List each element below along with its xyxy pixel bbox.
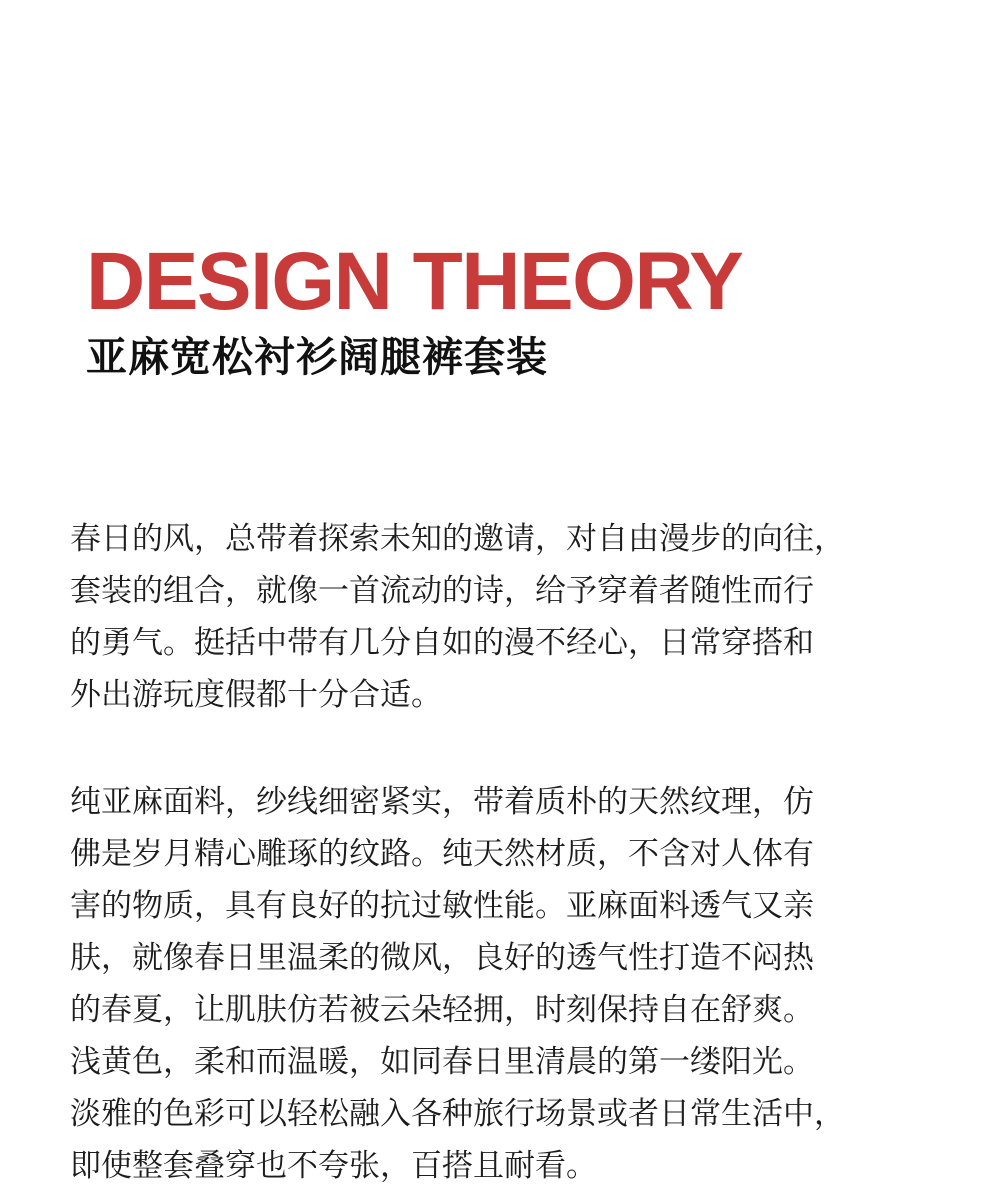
paragraph-line: 浅黄色，柔和而温暖，如同春日里清晨的第一缕阳光。 — [70, 1044, 814, 1080]
paragraph-line: 纯亚麻面料，纱线细密紧实，带着质朴的天然纹理，仿 — [70, 784, 814, 820]
paragraph-line: 外出游玩度假都十分合适。 — [70, 677, 442, 713]
paragraph-line: 佛是岁月精心雕琢的纹路。纯天然材质，不含对人体有 — [70, 836, 814, 872]
paragraph-line: 的春夏，让肌肤仿若被云朵轻拥，时刻保持自在舒爽。 — [70, 992, 814, 1028]
paragraph-fabric — [70, 776, 910, 1192]
english-heading: DESIGN THEORY — [86, 236, 743, 327]
paragraph-line: 春日的风，总带着探索未知的邀请，对自由漫步的向往， — [70, 521, 845, 557]
paragraph-intro — [70, 513, 910, 721]
paragraph-line: 害的物质，具有良好的抗过敏性能。亚麻面料透气又亲 — [70, 888, 814, 924]
paragraph-line: 即使整套叠穿也不夸张，百搭且耐看。 — [70, 1148, 597, 1184]
paragraph-line: 套装的组合，就像一首流动的诗，给予穿着者随性而行 — [70, 573, 814, 609]
paragraph-line: 肤，就像春日里温柔的微风，良好的透气性打造不闷热 — [70, 940, 814, 976]
paragraph-line: 的勇气。挺括中带有几分自如的漫不经心，日常穿搭和 — [70, 625, 814, 661]
chinese-subheading: 亚麻宽松衬衫阔腿裤套装 — [86, 333, 548, 381]
paragraph-line: 淡雅的色彩可以轻松融入各种旅行场景或者日常生活中， — [70, 1096, 845, 1132]
